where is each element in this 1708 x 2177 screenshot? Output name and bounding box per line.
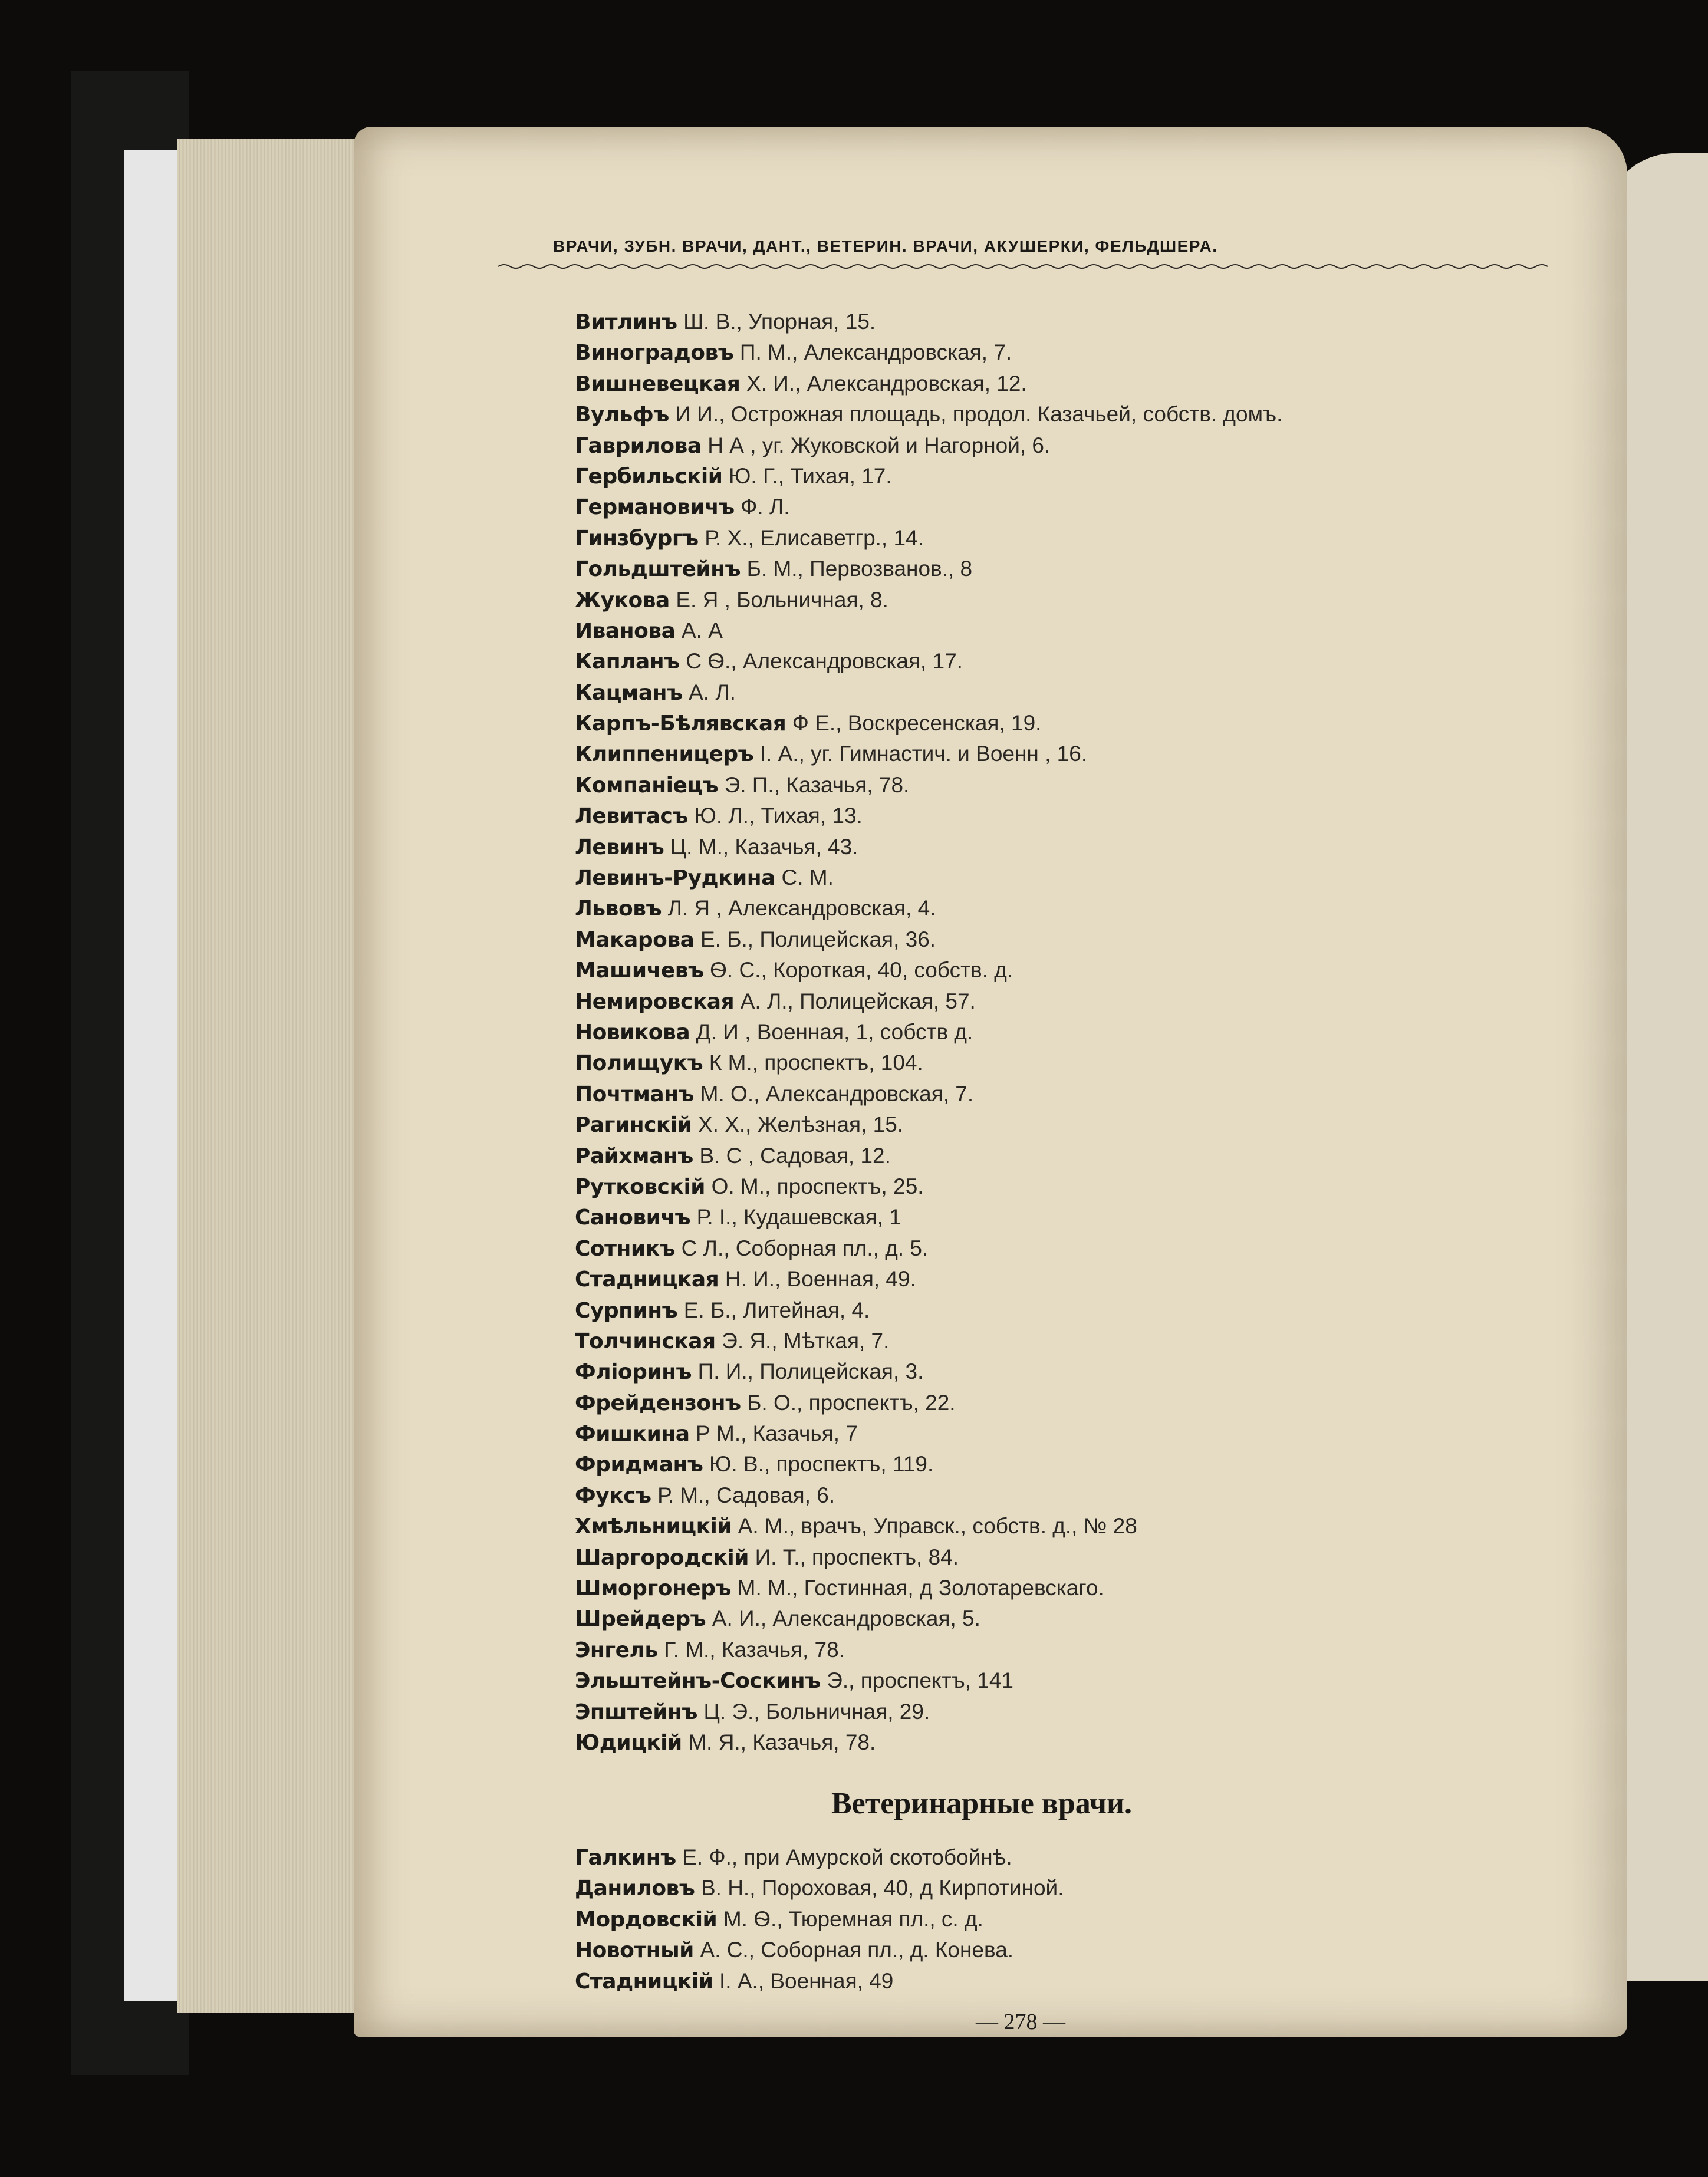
entry-details: Х. И., Александровская, 12. bbox=[746, 371, 1027, 396]
list-item bbox=[575, 893, 1548, 924]
entry-details: О. М., проспектъ, 25. bbox=[711, 1174, 924, 1198]
list-item bbox=[575, 399, 1548, 430]
entry-details: С. М. bbox=[781, 865, 834, 890]
entry-details: Н. И., Военная, 49. bbox=[725, 1267, 916, 1292]
list-item bbox=[575, 739, 1548, 769]
entry-details: К М., проспектъ, 104. bbox=[709, 1050, 923, 1075]
list-item bbox=[575, 1635, 1548, 1665]
list-item bbox=[575, 1842, 1548, 1873]
entry-details: А. М., врачъ, Управск., собств. д., № 28 bbox=[738, 1514, 1137, 1539]
entry-name: Гербильскій bbox=[575, 464, 723, 489]
entry-details: И И., Острожная площадь, продол. Казачьей, собств. домъ. bbox=[675, 402, 1283, 427]
entry-name: Мордовскій bbox=[575, 1907, 718, 1932]
entry-details: Б. О., проспектъ, 22. bbox=[747, 1390, 956, 1415]
entry-details: М. М., Гостинная, д Золотаревскаго. bbox=[737, 1576, 1104, 1600]
list-item bbox=[575, 677, 1548, 708]
list-item bbox=[575, 307, 1548, 337]
entry-name: Новотный bbox=[575, 1938, 694, 1963]
list-item bbox=[575, 554, 1548, 584]
entry-details: Р М., Казачья, 7 bbox=[696, 1421, 858, 1446]
list-item bbox=[575, 1326, 1548, 1356]
entry-name: Левинъ bbox=[575, 835, 664, 859]
entry-name: Райхманъ bbox=[575, 1144, 693, 1168]
doctor-list bbox=[575, 307, 1548, 1758]
list-item bbox=[575, 1264, 1548, 1295]
entry-details: И. Т., проспектъ, 84. bbox=[755, 1544, 959, 1569]
entry-details: Н А , уг. Жуковской и Нагорной, 6. bbox=[707, 433, 1051, 457]
list-item bbox=[575, 801, 1548, 831]
entry-details: А. Л., Полицейская, 57. bbox=[740, 989, 976, 1013]
entry-details: Ю. Г., Тихая, 17. bbox=[729, 463, 892, 488]
entry-name: Фліоринъ bbox=[575, 1360, 692, 1385]
list-item bbox=[575, 1202, 1548, 1233]
entry-details: В. С , Садовая, 12. bbox=[699, 1143, 891, 1168]
list-item bbox=[575, 368, 1548, 399]
list-item bbox=[575, 337, 1548, 368]
entry-name: Вишневецкая bbox=[575, 371, 741, 396]
entry-details: В. Н., Пороховая, 40, д Кирпотиной. bbox=[700, 1876, 1064, 1901]
entry-name: Фридманъ bbox=[575, 1453, 703, 1477]
list-item bbox=[575, 1079, 1548, 1109]
section-title-veterinary: Ветеринарные врачи. bbox=[831, 1787, 1132, 1820]
entry-name: Сановичъ bbox=[575, 1206, 691, 1230]
list-item bbox=[575, 1171, 1548, 1202]
entry-details: Е. Я , Больничная, 8. bbox=[676, 587, 888, 612]
list-item bbox=[575, 1697, 1548, 1727]
entry-details: Ю. В., проспектъ, 119. bbox=[709, 1452, 934, 1477]
entry-details: П. М., Александровская, 7. bbox=[739, 340, 1012, 365]
entry-name: Немировская bbox=[575, 989, 735, 1014]
entry-details: Ѳ. С., Короткая, 40, собств. д. bbox=[710, 958, 1013, 983]
list-item bbox=[575, 770, 1548, 801]
list-item bbox=[575, 1449, 1548, 1480]
entry-name: Витлинъ bbox=[575, 310, 677, 334]
list-item bbox=[575, 1511, 1548, 1542]
entry-details: Э. Я., Мѣткая, 7. bbox=[722, 1328, 890, 1353]
entry-name: Жукова bbox=[575, 588, 670, 612]
entry-details: Ц. Э., Больничная, 29. bbox=[703, 1699, 930, 1724]
entry-name: Стадницкій bbox=[575, 1969, 713, 1994]
list-item bbox=[575, 461, 1548, 492]
entry-details: Е. Ф., при Амурской скотобойнѣ. bbox=[682, 1845, 1012, 1869]
list-item bbox=[575, 1665, 1548, 1696]
entry-name: Карпъ-Бѣлявская bbox=[575, 712, 786, 736]
entry-details: Э. П., Казачья, 78. bbox=[724, 772, 910, 797]
entry-name: Левинъ-Рудкина bbox=[575, 866, 775, 891]
entry-details: С Л., Соборная пл., д. 5. bbox=[681, 1236, 929, 1260]
page-edges bbox=[177, 139, 371, 2013]
list-item bbox=[575, 585, 1548, 615]
entry-name: Иванова bbox=[575, 618, 676, 643]
entry-name: Шаргородскій bbox=[575, 1545, 749, 1570]
entry-name: Даниловъ bbox=[575, 1876, 695, 1901]
entry-details: П. И., Полицейская, 3. bbox=[697, 1359, 924, 1384]
entry-details: Р. І., Кудашевская, 1 bbox=[696, 1205, 901, 1230]
list-item bbox=[575, 1388, 1548, 1418]
entry-details: Г. М., Казачья, 78. bbox=[664, 1637, 845, 1662]
entry-details: М. Ѳ., Тюремная пл., с. д. bbox=[723, 1906, 983, 1931]
running-header: ВРАЧИ, ЗУБН. ВРАЧИ, ДАНТ., ВЕТЕРИН. ВРАЧИ, АКУШЕРКИ, ФЕЛЬДШЕРА. bbox=[553, 237, 1218, 255]
entry-name: Вульфъ bbox=[575, 403, 669, 427]
entry-details: С Ѳ., Александровская, 17. bbox=[686, 649, 963, 674]
entry-name: Полищукъ bbox=[575, 1051, 703, 1076]
list-item bbox=[575, 1603, 1548, 1634]
list-item bbox=[575, 492, 1548, 522]
page-number: — 278 — bbox=[976, 2010, 1065, 2034]
entry-name: Львовъ bbox=[575, 897, 662, 921]
entry-name: Эпштейнъ bbox=[575, 1700, 697, 1724]
entry-details: А. Л. bbox=[689, 680, 736, 704]
list-item bbox=[575, 1727, 1548, 1758]
entry-details: І. А., Военная, 49 bbox=[719, 1968, 894, 1993]
entry-name: Кацманъ bbox=[575, 680, 683, 705]
entry-details: Б. М., Первозванов., 8 bbox=[746, 556, 973, 581]
entry-name: Капланъ bbox=[575, 650, 680, 674]
list-item bbox=[575, 1480, 1548, 1511]
entry-details: Р. М., Садовая, 6. bbox=[657, 1483, 835, 1507]
entry-details: Ф. Л. bbox=[741, 495, 790, 519]
entry-name: Галкинъ bbox=[575, 1846, 676, 1870]
entry-name: Макарова bbox=[575, 927, 695, 952]
entry-name: Гинзбургъ bbox=[575, 526, 699, 551]
list-item bbox=[575, 1935, 1548, 1965]
list-item bbox=[575, 615, 1548, 646]
entry-name: Фишкина bbox=[575, 1422, 690, 1447]
entry-details: Р. Х., Елисаветгр., 14. bbox=[705, 525, 924, 550]
entry-name: Сурпинъ bbox=[575, 1298, 678, 1323]
list-item bbox=[575, 1573, 1548, 1603]
entry-name: Эльштейнъ-Соскинъ bbox=[575, 1669, 821, 1694]
list-item bbox=[575, 523, 1548, 554]
entry-details: Ц. М., Казачья, 43. bbox=[670, 834, 858, 859]
list-item bbox=[575, 986, 1548, 1017]
list-item bbox=[575, 924, 1548, 955]
list-item bbox=[575, 1295, 1548, 1326]
list-item bbox=[575, 1873, 1548, 1903]
entry-name: Виноградовъ bbox=[575, 341, 734, 365]
entry-details: А. И., Александровская, 5. bbox=[712, 1606, 980, 1631]
entry-name: Новикова bbox=[575, 1020, 690, 1045]
entry-name: Сотникъ bbox=[575, 1236, 676, 1261]
entry-name: Толчинская bbox=[575, 1329, 716, 1353]
entry-name: Почтманъ bbox=[575, 1082, 695, 1106]
entry-details: М. О., Александровская, 7. bbox=[700, 1081, 974, 1106]
entry-name: Клиппеницеръ bbox=[575, 742, 754, 767]
list-item bbox=[575, 1233, 1548, 1264]
entry-name: Фрейдензонъ bbox=[575, 1391, 741, 1415]
entry-details: А. А bbox=[681, 618, 723, 643]
entry-details: Ф Е., Воскресенская, 19. bbox=[792, 711, 1042, 736]
list-item bbox=[575, 862, 1548, 893]
entry-name: Хмѣльницкій bbox=[575, 1514, 732, 1539]
entry-name: Компаніецъ bbox=[575, 773, 719, 798]
entry-details: Е. Б., Полицейская, 36. bbox=[700, 927, 936, 951]
entry-name: Машичевъ bbox=[575, 959, 704, 983]
list-item bbox=[575, 1356, 1548, 1387]
entry-details: М. Я., Казачья, 78. bbox=[688, 1730, 876, 1754]
entry-name: Левитасъ bbox=[575, 804, 688, 829]
header-wavy-rule bbox=[498, 263, 1548, 270]
list-item bbox=[575, 832, 1548, 862]
entry-name: Рагинскій bbox=[575, 1113, 692, 1138]
entry-details: Ш. В., Упорная, 15. bbox=[683, 309, 876, 334]
list-item bbox=[575, 1109, 1548, 1140]
list-item bbox=[575, 1418, 1548, 1449]
list-item bbox=[575, 1048, 1548, 1078]
list-item bbox=[575, 708, 1548, 739]
entry-details: Л. Я , Александровская, 4. bbox=[667, 896, 936, 921]
list-item bbox=[575, 1141, 1548, 1171]
entry-name: Юдицкій bbox=[575, 1730, 682, 1755]
list-item bbox=[575, 1966, 1548, 1997]
entry-name: Шморгонеръ bbox=[575, 1576, 732, 1601]
entry-name: Германовичъ bbox=[575, 495, 735, 520]
entry-details: Д. И , Военная, 1, собств д. bbox=[696, 1019, 973, 1044]
entry-details: Э., проспектъ, 141 bbox=[827, 1668, 1014, 1693]
entry-name: Фуксъ bbox=[575, 1483, 651, 1508]
list-item bbox=[575, 1542, 1548, 1573]
list-item bbox=[575, 1904, 1548, 1935]
entry-name: Шрейдеръ bbox=[575, 1607, 706, 1632]
entry-name: Энгель bbox=[575, 1638, 658, 1662]
entry-name: Гаврилова bbox=[575, 433, 702, 458]
list-item bbox=[575, 1017, 1548, 1048]
list-item bbox=[575, 646, 1548, 677]
list-item bbox=[575, 430, 1548, 461]
entry-details: І. А., уг. Гимнастич. и Военн , 16. bbox=[759, 742, 1088, 766]
entry-details: Ю. Л., Тихая, 13. bbox=[694, 803, 863, 828]
veterinary-list bbox=[575, 1842, 1548, 1997]
entry-name: Рутковскій bbox=[575, 1174, 706, 1199]
list-item bbox=[575, 955, 1548, 986]
entry-name: Гольдштейнъ bbox=[575, 557, 741, 582]
entry-details: Е. Б., Литейная, 4. bbox=[683, 1297, 870, 1322]
entry-details: Х. Х., Желѣзная, 15. bbox=[697, 1112, 904, 1137]
entry-name: Стадницкая bbox=[575, 1267, 719, 1292]
entry-details: А. С., Соборная пл., д. Конева. bbox=[700, 1938, 1014, 1962]
